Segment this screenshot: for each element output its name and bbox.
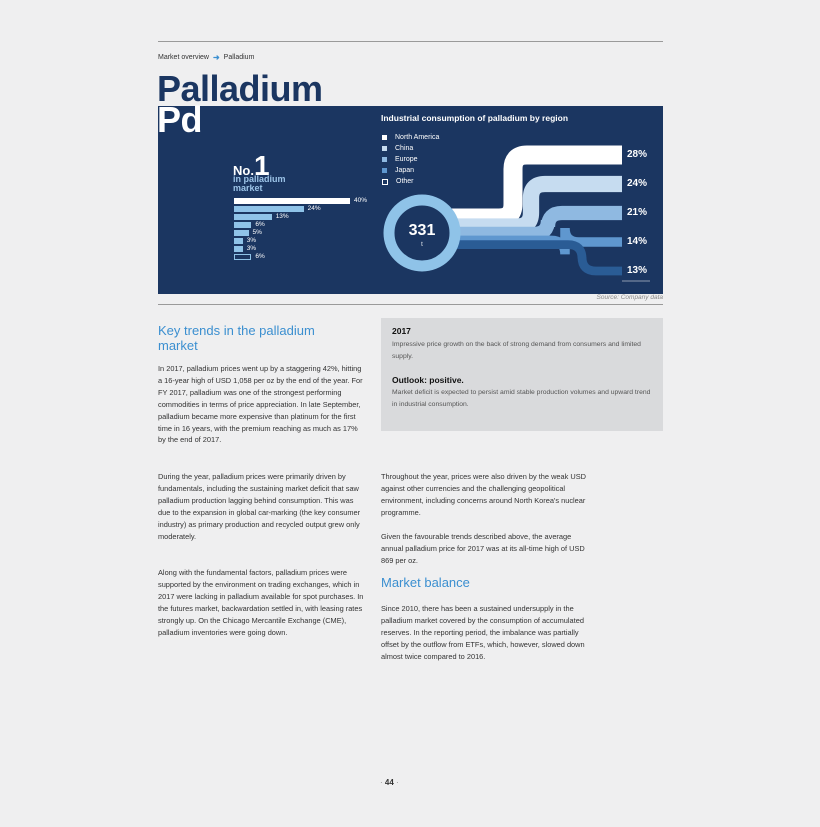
region-pct-label: 28% — [627, 149, 648, 160]
key-trends-heading: Key trends in the palladium market — [158, 323, 315, 353]
breadcrumb-page: Palladium — [223, 54, 255, 61]
chart-title: Industrial consumption of palladium by region — [381, 113, 569, 123]
ranking-pct: 3% — [246, 237, 257, 244]
ranking-pct: 13% — [275, 213, 289, 220]
ranking-pct: 5% — [252, 229, 262, 236]
legend-label: Other — [396, 178, 414, 185]
ranking-pct: 24% — [307, 205, 321, 212]
ranking-pct: 3% — [246, 245, 257, 252]
ranking-sub-line-2: market — [233, 183, 263, 193]
page-number-value: 44 — [384, 778, 394, 787]
summary-outlook-text: Market deficit is expected to persist amid stable production volumes and upward trend in industrial consumption. — [392, 389, 651, 408]
region-pct-label: 14% — [627, 236, 648, 247]
total-value: 331 — [408, 222, 436, 239]
market-balance-heading: Market balance — [381, 575, 470, 590]
ranking-pct: 6% — [255, 253, 265, 260]
summary-year-text: Impressive price growth on the back of strong demand from consumers and limited supply. — [392, 341, 641, 360]
legend-label: North America — [395, 134, 440, 141]
arrow-right-icon: ➜ — [212, 53, 220, 62]
ranking-pct: 40% — [354, 197, 368, 204]
breadcrumb-section[interactable]: Market overview — [158, 54, 209, 61]
section-rule — [158, 304, 663, 305]
ranking-no-label: No. — [233, 163, 254, 178]
page-number: · 44 · — [380, 778, 399, 787]
ranking-pct: 6% — [255, 221, 265, 228]
right-col-p1: Throughout the year, prices were also driven by the weak USD against other currencies and the challenging geopolitical environment, including concerns around North Korea's nuclear programme. — [381, 472, 586, 517]
flow-band — [452, 184, 622, 227]
right-col-p2: Given the favourable trends described above, the average annual palladium price for 2017 was at its all-time high of USD 869 per oz. — [381, 532, 585, 565]
flow-band — [452, 245, 622, 271]
summary-outlook: Outlook: positive. — [392, 375, 464, 385]
total-unit: t — [421, 242, 423, 248]
key-trends-p1: In 2017, palladium prices went up by a staggering 42%, hitting a 16-year high of USD 1,058 per oz by the end of the year. For FY 2017, palladium was one of the strongest performing commodities in terms of price appreciation. In late September, palladium became more expensive than platinum for the first time in 16 years, with the premium reaching as much as 17% by the end of 2017. — [158, 364, 363, 445]
key-trends-p2: During the year, palladium prices were primarily driven by fundamentals, including the sustaining market deficit that saw palladium production lagging behind consumption. This was due to the expansion in global car-marking (the key consumer industry) as primary production and recycled output grew only moderately. — [158, 472, 361, 541]
legend-label: Japan — [395, 167, 415, 174]
legend-label: China — [395, 145, 414, 152]
source-note: Source: Company data — [596, 294, 663, 301]
ranking-one: 1 — [253, 150, 270, 181]
region-pct-label: 13% — [627, 265, 648, 276]
title-line-2: Pd — [157, 99, 203, 140]
right-col-p3: Since 2010, there has been a sustained undersupply in the palladium market covered by the consumption of accumulated reserves. In the reporting period, the imbalance was partially offset by the outflow from ETFs, which, however, slowed down almost twice compared to 2016. — [381, 604, 585, 661]
key-trends-p3: Along with the fundamental factors, palladium prices were supported by the environment on trading exchanges, which in 2017 were lacking in palladium available for spot purchases. In the futures market, backwardation settled in, with leasing rates strongly up. On the Chicago Mercantile Exchange (CME), palladium inventories were going down. — [158, 568, 364, 637]
region-pct-label: 21% — [627, 207, 648, 218]
legend-label: Europe — [395, 156, 418, 163]
region-pct-label: 24% — [627, 178, 648, 189]
title-line-1: Palladium — [157, 68, 323, 109]
summary-year: 2017 — [392, 326, 411, 336]
ranking-sub-line-1: in palladium — [233, 174, 286, 184]
